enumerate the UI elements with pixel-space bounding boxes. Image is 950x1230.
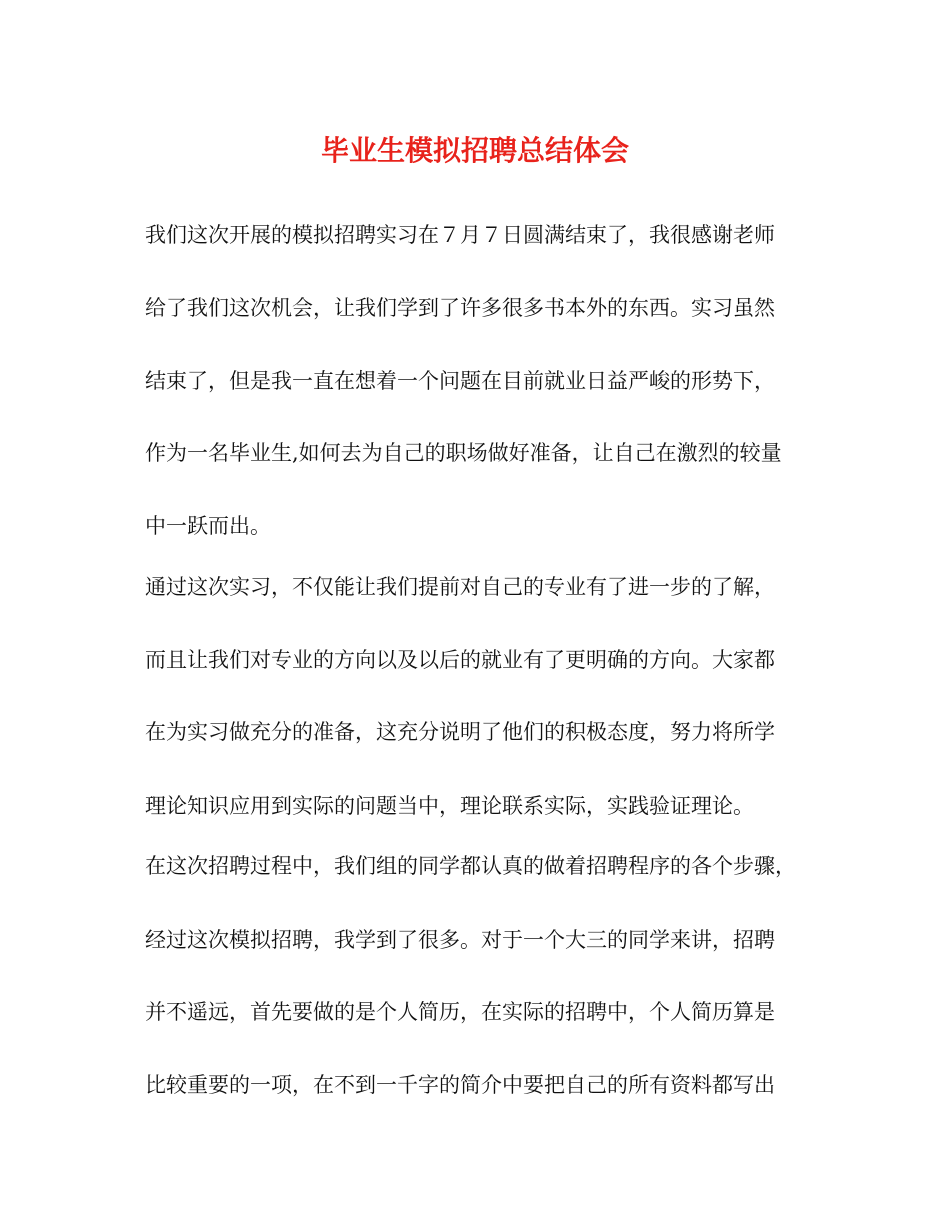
paragraph-1-line-3: 结束了，但是我一直在想着一个问题在目前就业日益严峻的形势下， <box>145 369 775 393</box>
paragraph-3-line-2: 经过这次模拟招聘，我学到了很多。对于一个大三的同学来讲，招聘 <box>145 928 775 952</box>
paragraph-1-line-2: 给了我们这次机会，让我们学到了许多很多书本外的东西。实习虽然 <box>145 296 775 320</box>
paragraph-1-line-1: 我们这次开展的模拟招聘实习在７月７日圆满结束了，我很感谢老师 <box>145 223 775 247</box>
paragraph-2-line-1: 通过这次实习，不仅能让我们提前对自己的专业有了进一步的了解， <box>145 575 775 599</box>
paragraph-1-line-5: 中一跃而出。 <box>145 514 271 538</box>
paragraph-3-line-3: 并不遥远，首先要做的是个人简历，在实际的招聘中，个人简历算是 <box>145 1000 775 1024</box>
paragraph-1-line-4: 作为一名毕业生,如何去为自己的职场做好准备，让自己在激烈的较量 <box>145 441 782 465</box>
paragraph-3-line-4: 比较重要的一项，在不到一千字的简介中要把自己的所有资料都写出 <box>145 1073 775 1097</box>
paragraph-2-line-2: 而且让我们对专业的方向以及以后的就业有了更明确的方向。大家都 <box>145 648 775 672</box>
paragraph-3-line-1: 在这次招聘过程中，我们组的同学都认真的做着招聘程序的各个步骤， <box>145 854 796 878</box>
paragraph-2-line-4: 理论知识应用到实际的问题当中，理论联系实际，实践验证理论。 <box>145 794 754 818</box>
document-title: 毕业生模拟招聘总结体会 <box>320 134 629 167</box>
paragraph-2-line-3: 在为实习做充分的准备，这充分说明了他们的积极态度，努力将所学 <box>145 720 775 744</box>
